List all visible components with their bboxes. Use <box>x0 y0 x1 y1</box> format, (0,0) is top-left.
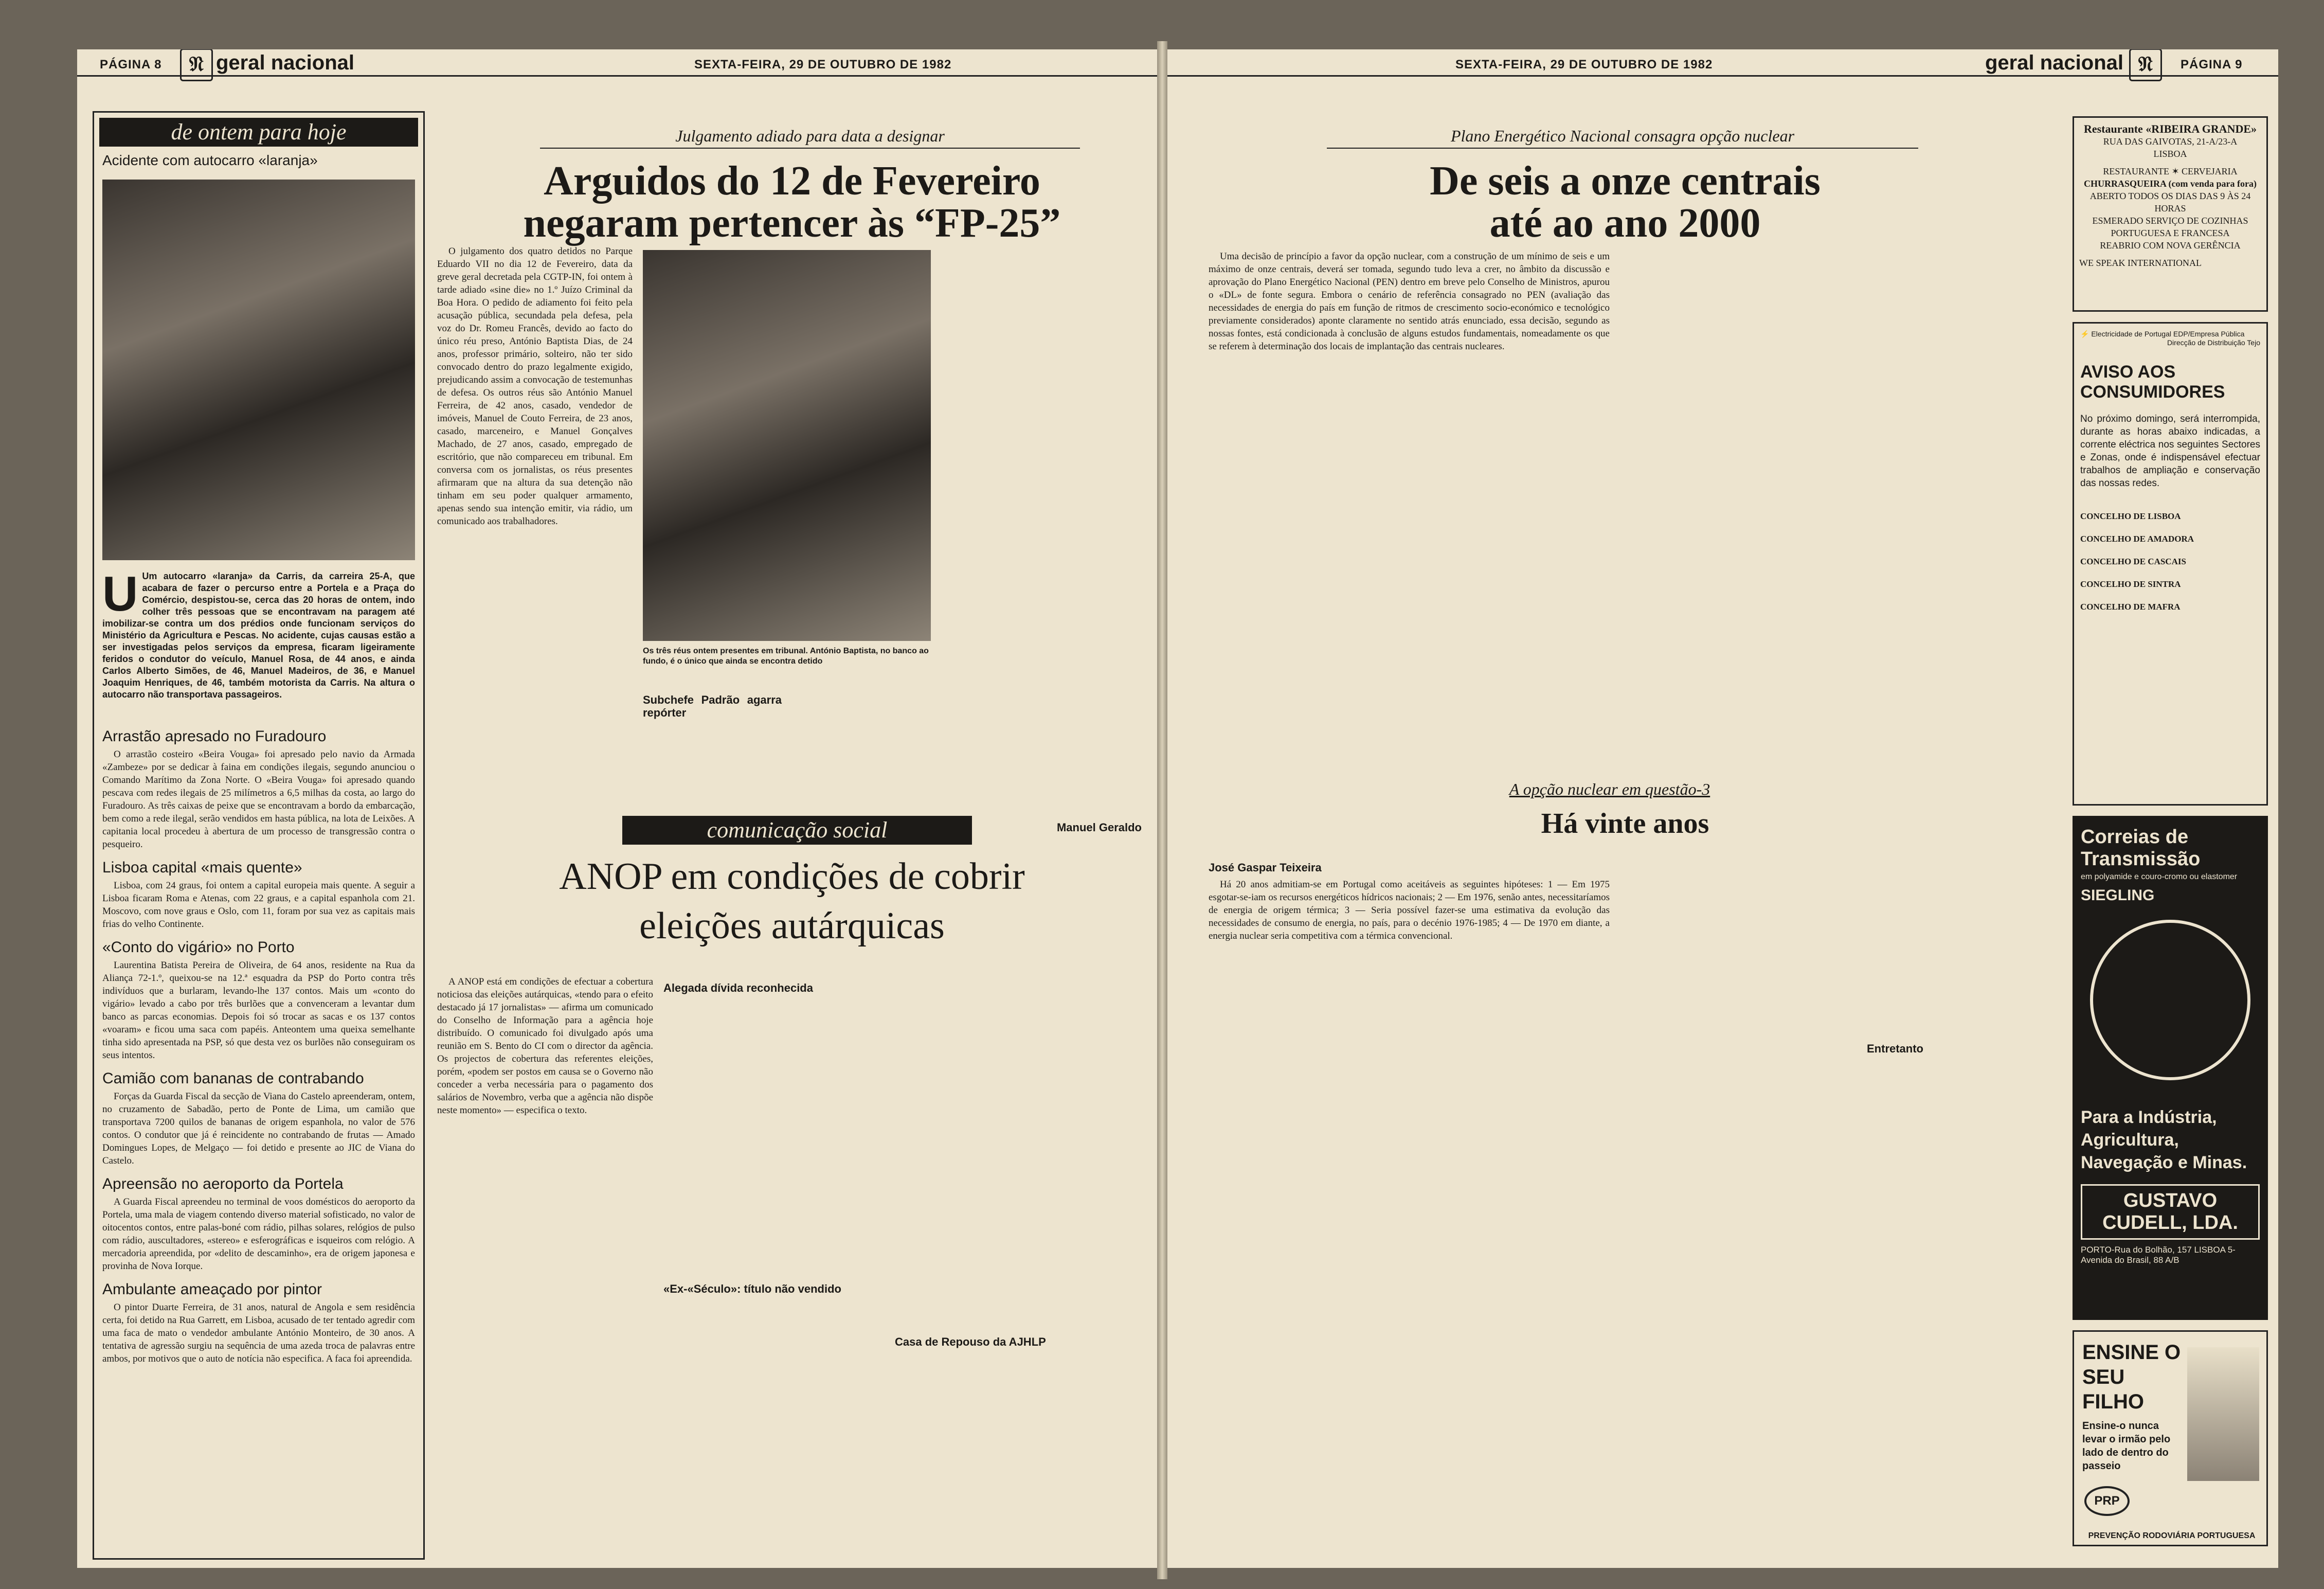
headline-line: De seis a onze centrais <box>1430 158 1821 204</box>
article-text: O julgamento dos quatro detidos no Parque Eduardo VII no dia 12 de Fevereiro, data da greve geral decretada pela CGTP-IN, foi ontem à tarde adiado «sine die» no 1.º Juízo Criminal da Boa Hora. O pedido de adiamento foi feito pela acusação pública, secundada pela defesa, pela voz do Dr. Romeu Francês, devido ao facto do único réu preso, António Baptista Dias, de 24 anos, professor primário, solteiro, não ter sido convocado dentro do prazo legalmente exigido, prejudicando assim a convocação de testemunhas de defesa. Os outros réus são António Manuel Ferreira, de 42 anos, casado, vendedor de imóveis, Manuel de Couto Ferreira, de 23 anos, casado, marceneiro, e Manuel Gonçalves Machado, de 27 anos, casado, empregado de escritório, que não compareceu em tribunal. Em conversa com os jornalistas, os réus presentes afirmaram que na altura da sua detenção não tinham em seu poder qualquer armamento, apenas sendo sua intenção emitir, via rádio, um comunicado aos trabalhadores. <box>437 246 633 527</box>
zone-item: CONCELHO DE CASCAIS <box>2080 557 2186 566</box>
right-page-header <box>1167 51 2278 77</box>
ad-slogan: Para a Indústria, Agricultura, Navegação e Minas. <box>2081 1108 2247 1172</box>
ad-line: WE SPEAK INTERNATIONAL <box>2079 258 2202 268</box>
brief-text: U Um autocarro «laranja» da Carris, da carreira 25-A, que acabara de fazer o percurso entre a Portela e a Praça do Comércio, despistou-se, cerca das 20 horas de ontem, indo colher três pessoas que se encontravam na paragem até imobilizar-se contra um dos prédios onde funcionam serviços do Ministério da Agricultura e Pescas. No acidente, cujas causas estão a ser investigadas pelos serviços da empresa, ficaram ligeiramente feridos o condutor do veículo, Manuel Rosa, de 44 anos, e ainda Carlos Alberto Simões, de 46, Manuel Madeiros, de 36, e Manuel Joaquim Henriques, de 46, também motorista da Carris. Na altura o autocarro não transportava passageiros. <box>102 566 415 700</box>
article-kicker: Julgamento adiado para data a designar <box>540 127 1080 149</box>
subheading: Entretanto <box>1867 1042 1923 1055</box>
children-illustration <box>2187 1347 2259 1481</box>
page-number: PÁGINA 9 <box>2181 58 2243 72</box>
author-byline: José Gaspar Teixeira <box>1209 861 1322 874</box>
article-column <box>946 245 1142 838</box>
brief-title: Acidente com autocarro «laranja» <box>102 152 318 168</box>
zone-item: CONCELHO DE MAFRA <box>2080 602 2181 612</box>
article-column <box>663 975 879 1297</box>
section-banner: comunicação social <box>622 816 972 845</box>
subheading: Alegada dívida reconhecida <box>663 981 813 994</box>
article-column <box>437 245 633 531</box>
brief-text: Laurentina Batista Pereira de Oliveira, de 64 anos, residente na Rua da Aliança 72-1.º, queixou-se na 12.ª esquadra da PSP do Porto contra três indivíduos que a burlaram, levando-lhe 137 contos. Mais um «conto do vigário» levado a cabo por três burlões que a convenceram a levantar dum banco as parcas economias. Depois foi só trocar as sacas e os 137 contos «voaram» e ficou uma saca com papéis. Anteontem uma queixa semelhante tinha sido apresentada na PSP, só que desta vez os burlões não conseguiram os seus intentos. <box>102 960 415 1061</box>
page-number: PÁGINA 8 <box>100 58 162 72</box>
zone-list <box>2080 505 2260 618</box>
left-page-header <box>77 51 1157 77</box>
ad-title: Correias de Transmissão <box>2081 826 2201 870</box>
brief-text: Lisboa, com 24 graus, foi ontem a capital europeia mais quente. A seguir a Lisboa ficaram Roma e Atenas, com 22 graus, e a capital espanhola com 21. Moscovo, com nove graus e Oslo, com 11, foram por sua vez as capitais mais frias do velho Continente. <box>102 880 415 930</box>
article-headline <box>437 852 1147 951</box>
ad-title: AVISO AOS CONSUMIDORES <box>2080 362 2225 402</box>
brief-title: Arrastão apresado no Furadouro <box>102 728 327 745</box>
section-title: geral nacional <box>216 51 354 74</box>
article-headline <box>1209 160 2042 244</box>
brief-list <box>102 720 415 1368</box>
article-text: Há 20 anos admitiam-se em Portugal como aceitáveis as seguintes hipóteses: 1 — Em 1975 esgotar-se-iam os recursos energéticos hídricos nacionais; 2 — Em 1976, senão antes, necessitaríamos de energia de origem térmica; 3 — Seria possível fazer-se uma estimativa da evolução das necessidades de consumo de energia, no país, para o decénio 1976-1985; 4 — De 1970 em diante, a energia nuclear seria competitiva com a térmica convencional. <box>1209 879 1610 941</box>
ad-title: ENSINE O SEU FILHO <box>2082 1341 2181 1413</box>
article-column <box>1867 857 2042 1057</box>
brief-title: Camião com bananas de contrabando <box>102 1070 364 1087</box>
headline-line: até ao ano 2000 <box>1489 201 1761 246</box>
brief-title: Apreensão no aeroporto da Portela <box>102 1175 344 1192</box>
news-briefs-sidebar <box>93 111 425 1560</box>
page-date: SEXTA-FEIRA, 29 DE OUTUBRO DE 1982 <box>1455 58 1713 72</box>
ad-brand: SIEGLING <box>2081 887 2155 904</box>
article-kicker: A opção nuclear em questão-3 <box>1509 780 1710 798</box>
prp-ad <box>2073 1330 2268 1546</box>
article-kicker: Plano Energético Nacional consagra opção nuclear <box>1327 127 1918 149</box>
restaurant-ad <box>2073 116 2268 312</box>
author-byline: Manuel Geraldo <box>1056 821 1142 834</box>
courtroom-photo <box>643 250 931 641</box>
brief-text: Forças da Guarda Fiscal da secção de Viana do Castelo apreenderam, ontem, no cruzamento de Sabadão, perto de Ponte de Lima, um camião que transportava 7200 quilos de bananas de origem espanhola, no valor de 576 contos. O condutor que já é reincidente no contrabando de frutas — Amado Domingues Lopes, de Melgaço — foi detido e presente ao JIC de Viana do Castelo. <box>102 1091 415 1166</box>
zone-item: CONCELHO DE LISBOA <box>2080 511 2181 521</box>
ad-line: PORTO-Rua do Bolhão, 157 LISBOA 5-Avenida do Brasil, 88 A/B <box>2081 1245 2236 1265</box>
ad-line: em polyamide e couro-cromo ou elastomer <box>2081 872 2238 881</box>
bus-accident-photo <box>102 180 415 560</box>
ad-text: Ensine-o nunca levar o irmão pelo lado de dentro do passeio <box>2082 1420 2171 1472</box>
article-text: Uma decisão de princípio a favor da opção nuclear, com a construção de um mínimo de seis e um máximo de onze centrais, deverá ser tomada, segundo tudo leva a crer, no âmbito da discussão e aprovação do Plano Energético Nacional (PEN) dentro em breve pelo Conselho de Ministros, apurou o «DL» de fonte segura. Embora o cenário de referência consagrado no PEN (avaliação das necessidades de energia do país em função de ritmos de crescimento socio-económico e tecnológico previamente considerados) aponte claramente no sentido atrás enunciado, essa decisão, segundo as nossas fontes, está condicionada à conclusão de alguns estudos fundamentais, nomeadamente os que se referem à determinação dos locais de implantação das centrais nucleares. <box>1209 251 1610 352</box>
right-page <box>1167 49 2278 1568</box>
article-headline: Há vinte anos <box>1541 808 1709 840</box>
article-column <box>643 687 782 721</box>
ad-text: No próximo domingo, será interrompida, durante as horas abaixo indicadas, a corrente eléctrica nos seguintes Sectores e Zonas, onde é indispensável efectuar trabalhos de ampliação e conservação das nossas redes. <box>2080 414 2260 489</box>
ad-line: REABRIO COM NOVA GERÊNCIA <box>2100 240 2241 251</box>
section-title: geral nacional <box>1985 51 2123 74</box>
ad-footer: PREVENÇÃO RODOVIÁRIA PORTUGUESA <box>2088 1531 2256 1540</box>
headline-line: Arguidos do 12 de Fevereiro <box>544 158 1040 204</box>
correias-ad <box>2073 816 2268 1320</box>
photo-caption: Os três réus ontem presentes em tribunal. António Baptista, no banco ao fundo, é o único que ainda se encontra detido <box>643 647 929 666</box>
page-gutter <box>1157 41 1167 1579</box>
page-date: SEXTA-FEIRA, 29 DE OUTUBRO DE 1982 <box>694 58 952 72</box>
prp-logo-icon: PRP <box>2084 1486 2130 1516</box>
ad-line: ABERTO TODOS OS DIAS DAS 9 ÀS 24 HORAS <box>2089 191 2251 213</box>
article-text: A ANOP está em condições de efectuar a cobertura noticiosa das eleições autárquicas, «tendo para o efeito destacado já 17 jornalistas» — afirma um comunicado do Conselho de Informação para a agência hoje distribuído. O comunicado foi divulgado após uma reunião em S. Bento do CI com o director da agência. Os projectos de cobertura das referentes eleições, porém, «podem ser postos em causa se o Governo não conceder a verba necessária para o pagamento dos salários de Novembro, verba que a agência não dispõe neste momento» — especifica o texto. <box>437 976 653 1116</box>
headline-line: negaram pertencer às “FP-25” <box>523 201 1061 246</box>
brief-text: A Guarda Fiscal apreendeu no terminal de voos domésticos do aeroporto da Portela, uma mala de viagem contendo diverso material sofisticado, no valor de oitocentos contos, entre palas-boné com rádio, pilhas solares, relógios de pulso com rádio, auscultadores, «stereo» e esferográficas e isqueiros com relógio. A mercadoria apreendida, por «delito de descaminho», era de origem japonesa e provinha de Nova Iorque. <box>102 1197 415 1272</box>
sidebar-banner: de ontem para hoje <box>99 118 418 147</box>
edp-notice-ad <box>2073 322 2268 806</box>
article-column <box>437 975 653 1120</box>
brief-title: «Conto do vigário» no Porto <box>102 939 295 956</box>
zone-item: CONCELHO DE SINTRA <box>2080 579 2181 589</box>
newspaper-logo-icon: 𝔑 <box>180 49 213 81</box>
article-column <box>1209 250 1610 356</box>
zone-item: CONCELHO DE AMADORA <box>2080 534 2194 544</box>
subheading: Subchefe Padrão agarra repórter <box>643 693 782 719</box>
ad-title: Restaurante «RIBEIRA GRANDE» <box>2083 122 2257 135</box>
ad-line: Direcção de Distribuição Tejo <box>2167 338 2260 347</box>
ad-line: RESTAURANTE ✶ CERVEJARIA <box>2103 166 2238 176</box>
subheading: «Ex-«Século»: título não vendido <box>663 1282 841 1295</box>
ad-line: RUA DAS GAIVOTAS, 21-A/23-A <box>2103 136 2238 147</box>
ad-line: ESMERADO SERVIÇO DE COZINHAS PORTUGUESA E FRANCESA <box>2092 216 2248 238</box>
left-page <box>77 49 1157 1568</box>
ad-line: CHURRASQUEIRA (com venda para fora) <box>2084 178 2257 189</box>
pulley-wheel-icon <box>2090 920 2250 1080</box>
ad-company: GUSTAVO CUDELL, LDA. <box>2081 1184 2260 1240</box>
brief-title: Lisboa capital «mais quente» <box>102 859 302 876</box>
article-column <box>895 975 1111 1350</box>
brief-text: O arrastão costeiro «Beira Vouga» foi apresado pelo navio da Armada «Zambeze» por se dedicar à faina em condições ilegais, segundo anunciou o Comando Marítimo da Zona Norte. O «Beira Vouga» foi apresado quando pescava com redes ilegais de 25 milímetros a 6,5 milhas da costa, ao largo do Furadouro. As três caixas de peixe que se encontravam a bordo da embarcação, bem como a rede ilegal, serão vendidos em hasta pública, na lota de Leixões. A capitania local procedeu à abertura de um processo de transgressão contra o pesqueiro. <box>102 749 415 850</box>
newspaper-logo-icon: 𝔑 <box>2129 49 2162 81</box>
subheading: Casa de Repouso da AJHLP <box>895 1335 1046 1348</box>
ad-line: LISBOA <box>2153 149 2187 159</box>
edp-logo-icon: ⚡ Electricidade de Portugal EDP/Empresa Pública <box>2080 330 2245 338</box>
headline-line: eleições autárquicas <box>639 905 945 947</box>
brief-title: Ambulante ameaçado por pintor <box>102 1281 322 1298</box>
article-headline <box>437 160 1147 244</box>
ad-line: Electricidade de Portugal EDP/Empresa Pública <box>2091 330 2245 338</box>
brief-text: O pintor Duarte Ferreira, de 31 anos, natural de Angola e sem residência certa, foi detido na Rua Garrett, em Lisboa, acusado de ter tentado agredir com uma faca de mato o vendedor ambulante António Monteiro, de 30 anos. A tentativa de agressão surgiu na sequência de uma azeda troca de palavras entre ambos, por motivos que o auto de notícia não especifica. A faca foi apreendida. <box>102 1302 415 1364</box>
article-column <box>1209 857 1610 945</box>
headline-line: ANOP em condições de cobrir <box>559 855 1025 898</box>
